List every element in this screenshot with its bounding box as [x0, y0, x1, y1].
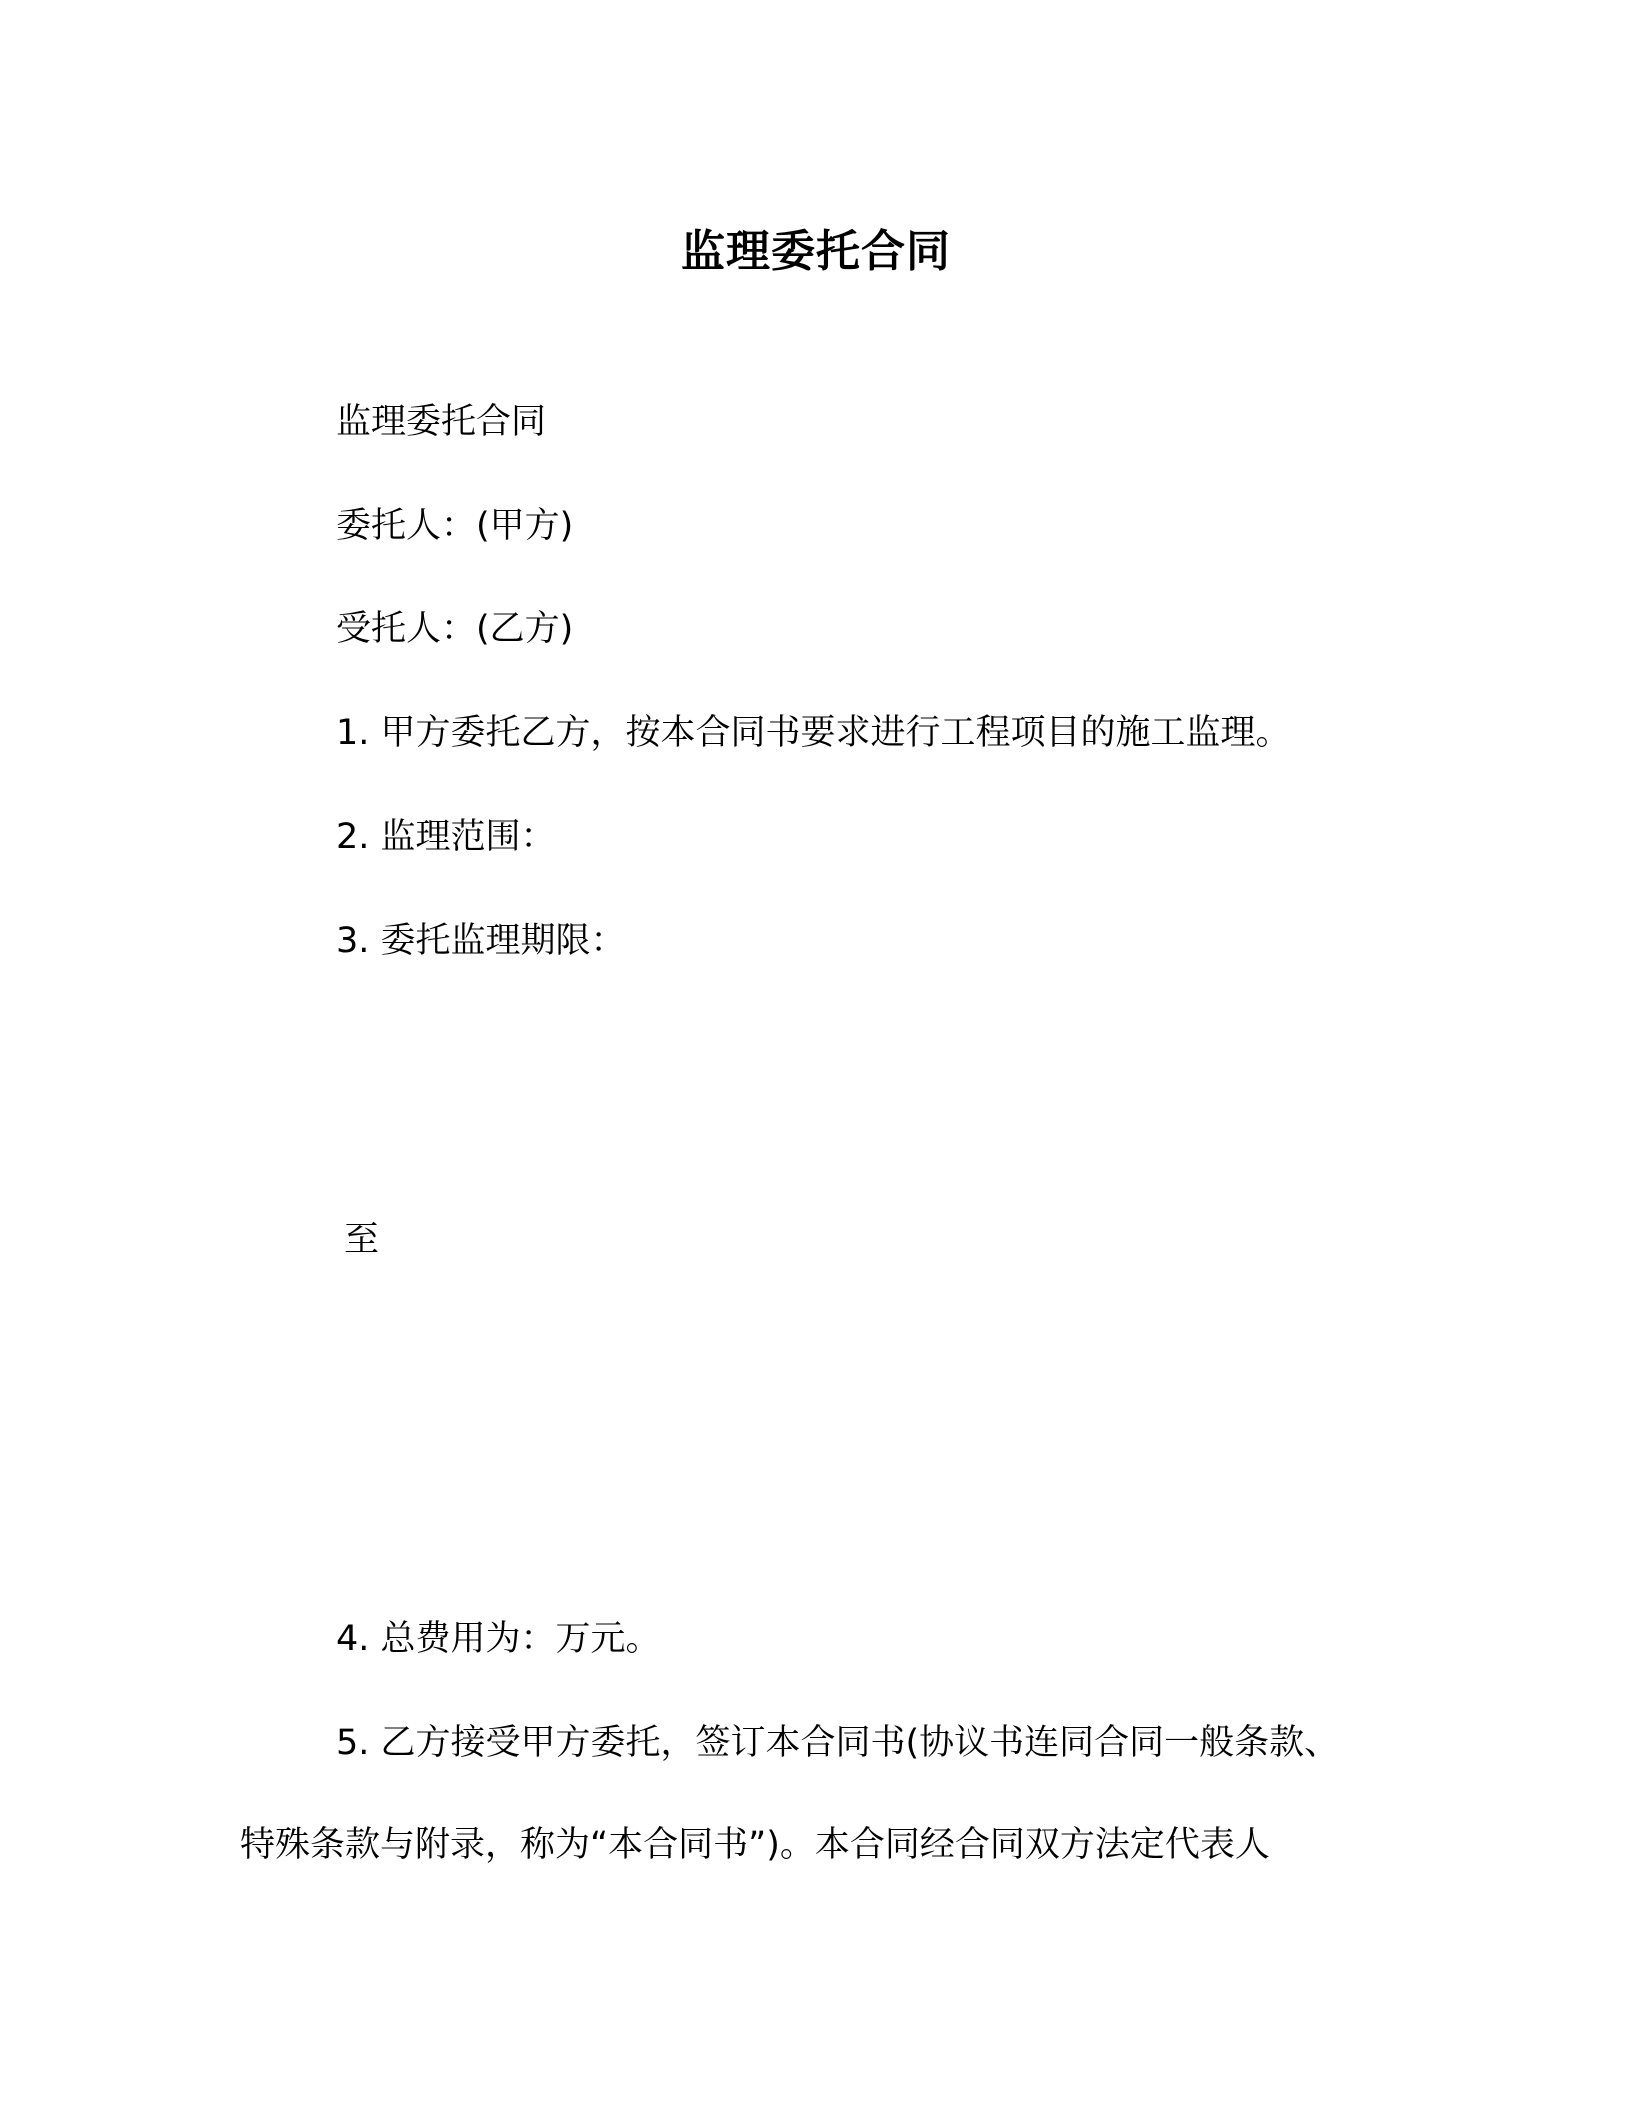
contract-heading: 监理委托合同: [336, 402, 547, 442]
period-to-marker: 至: [344, 1220, 380, 1260]
document-title: 监理委托合同: [681, 226, 951, 277]
clause-1: 1. 甲方委托乙方，按本合同书要求进行工程项目的施工监理。: [336, 713, 1291, 753]
clause-4-fee: 4. 总费用为：万元。: [336, 1619, 661, 1659]
clause-5-line-1: 5. 乙方接受甲方委托，签订本合同书(协议书连同合同一般条款、: [336, 1723, 1340, 1763]
clause-5-line-2: 特殊条款与附录，称为“本合同书”)。本合同经合同双方法定代表人: [240, 1825, 1270, 1865]
clause-5-paragraph: [240, 1718, 1400, 1870]
client-party-line: 委托人：(甲方): [336, 506, 574, 546]
contractor-party-line: 受托人：(乙方): [336, 609, 574, 649]
clause-2-scope: 2. 监理范围：: [336, 817, 556, 857]
clause-3-period: 3. 委托监理期限：: [336, 921, 626, 961]
